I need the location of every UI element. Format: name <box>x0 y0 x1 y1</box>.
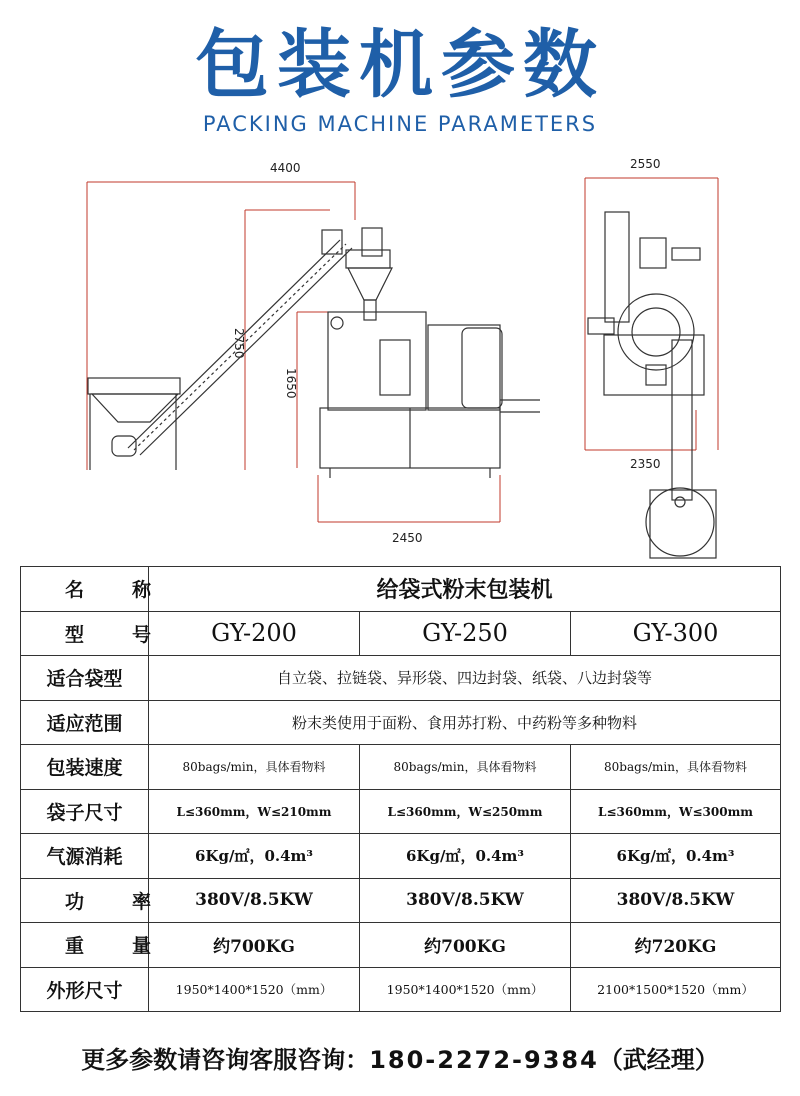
speed-value: 80bags/min，具体看物料 <box>571 745 781 790</box>
dim-front-width: 4400 <box>270 161 301 175</box>
row-label-speed: 包装速度 <box>21 745 149 790</box>
page-subtitle: PACKING MACHINE PARAMETERS <box>202 112 598 136</box>
contact-person: （武经理） <box>598 1046 719 1074</box>
air-value: 6Kg/㎡，0.4m³ <box>149 834 360 879</box>
bag-size-value: L≤360mm，W≤300mm <box>571 789 781 834</box>
scope-value: 粉末类使用于面粉、食用苏打粉、中药粉等多种物料 <box>149 700 781 745</box>
machine-technical-drawing <box>0 150 800 560</box>
contact-phone: 180-2272-9384 <box>369 1046 599 1074</box>
bag-size-value: L≤360mm，W≤210mm <box>149 789 360 834</box>
dim-machine-width: 2450 <box>392 531 423 545</box>
weight-value: 约700KG <box>360 923 571 968</box>
row-label-weight: 重量 <box>21 923 149 968</box>
page-title: 包装机参数 <box>195 22 605 108</box>
table-row <box>21 967 781 1012</box>
row-label-bag-size: 袋子尺寸 <box>21 789 149 834</box>
weight-value: 约720KG <box>571 923 781 968</box>
dimensions-value: 1950*1400*1520（mm） <box>149 967 360 1012</box>
model-value: GY-250 <box>360 611 571 656</box>
power-value: 380V/8.5KW <box>360 878 571 923</box>
dim-side-bottom-width: 2350 <box>630 457 661 471</box>
model-value: GY-200 <box>149 611 360 656</box>
row-label-bag-type: 适合袋型 <box>21 656 149 701</box>
dimensions-value: 1950*1400*1520（mm） <box>360 967 571 1012</box>
table-row <box>21 656 781 701</box>
row-label-dimensions: 外形尺寸 <box>21 967 149 1012</box>
table-row <box>21 789 781 834</box>
bag-type-value: 自立袋、拉链袋、异形袋、四边封袋、纸袋、八边封袋等 <box>149 656 781 701</box>
row-label-air: 气源消耗 <box>21 834 149 879</box>
parameter-table <box>20 566 781 1012</box>
table-row <box>21 745 781 790</box>
table-row <box>21 611 781 656</box>
table-row <box>21 923 781 968</box>
bag-size-value: L≤360mm，W≤250mm <box>360 789 571 834</box>
dimensions-value: 2100*1500*1520（mm） <box>571 967 781 1012</box>
speed-value: 80bags/min，具体看物料 <box>149 745 360 790</box>
power-value: 380V/8.5KW <box>149 878 360 923</box>
row-label-model: 型号 <box>21 611 149 656</box>
contact-footer <box>0 1040 800 1075</box>
side-view-machine <box>588 212 716 558</box>
contact-prefix: 更多参数请咨询客服咨询： <box>81 1046 370 1074</box>
dim-front-height: 2750 <box>232 328 246 359</box>
row-label-power: 功率 <box>21 878 149 923</box>
dim-side-top-width: 2550 <box>630 157 661 171</box>
table-row <box>21 878 781 923</box>
weight-value: 约700KG <box>149 923 360 968</box>
speed-value: 80bags/min，具体看物料 <box>360 745 571 790</box>
row-label-scope: 适应范围 <box>21 700 149 745</box>
air-value: 6Kg/㎡，0.4m³ <box>571 834 781 879</box>
table-row <box>21 700 781 745</box>
table-row <box>21 567 781 612</box>
model-value: GY-300 <box>571 611 781 656</box>
front-view-machine <box>88 228 540 478</box>
dim-machine-height: 1650 <box>284 368 298 399</box>
power-value: 380V/8.5KW <box>571 878 781 923</box>
row-label-name: 名称 <box>21 567 149 612</box>
machine-name-value: 给袋式粉末包装机 <box>149 567 781 612</box>
air-value: 6Kg/㎡，0.4m³ <box>360 834 571 879</box>
table-row <box>21 834 781 879</box>
